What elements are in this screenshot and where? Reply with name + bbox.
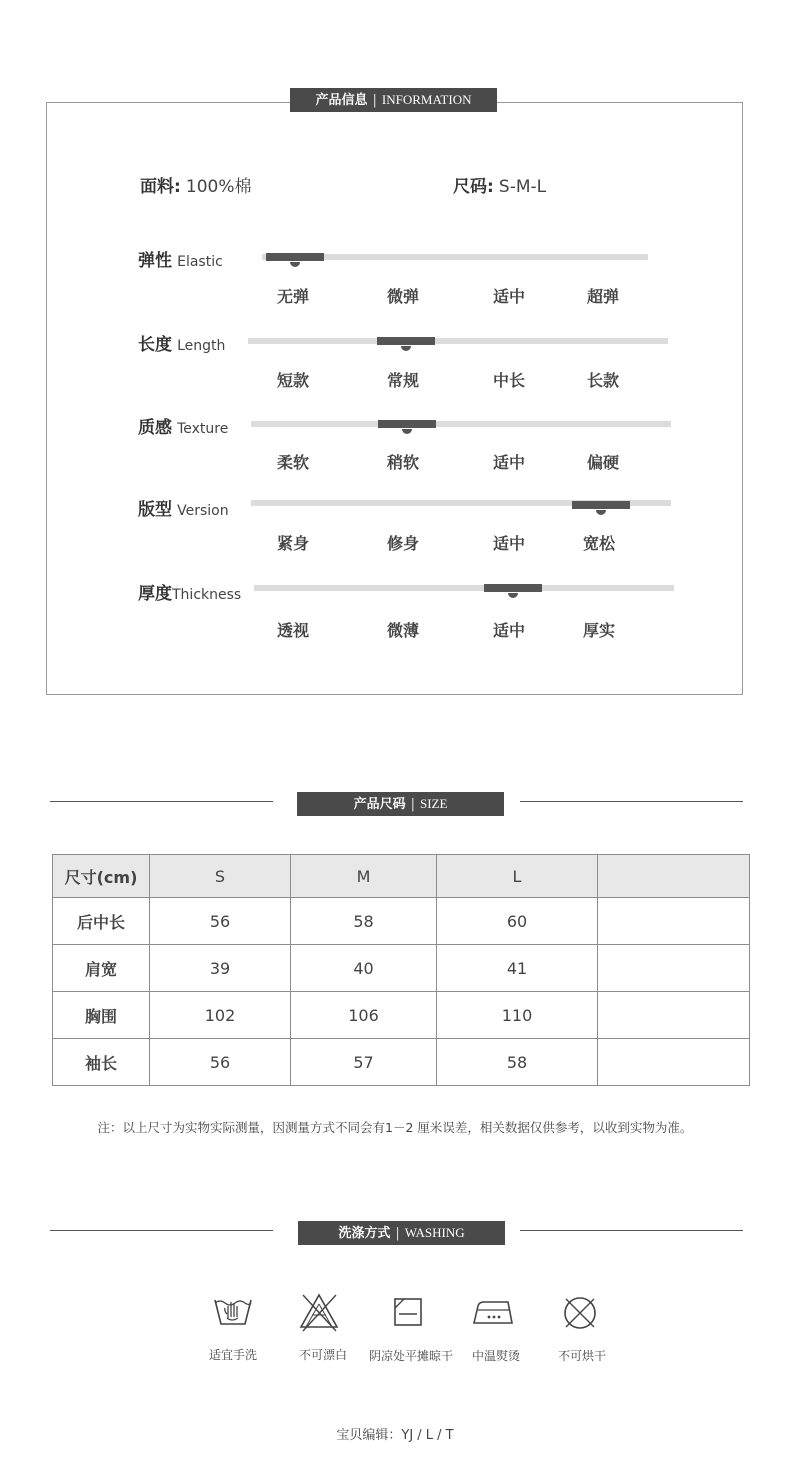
attr-option: 短款 bbox=[276, 371, 309, 390]
attr-name-en: Thickness bbox=[172, 587, 242, 603]
info-title-zh: 产品信息 bbox=[315, 93, 368, 108]
attr-option: 宽松 bbox=[582, 534, 615, 553]
table-cell bbox=[598, 1039, 750, 1086]
info-title bbox=[290, 88, 497, 112]
attr-option: 中长 bbox=[492, 371, 525, 390]
wash-title-en: WASHING bbox=[404, 1225, 465, 1240]
attr-option: 适中 bbox=[492, 621, 525, 640]
attr-thickness-bar bbox=[254, 585, 674, 591]
dry-flat-shade-icon bbox=[385, 1290, 431, 1336]
table-header-row bbox=[53, 855, 750, 898]
fabric-row bbox=[140, 172, 252, 197]
title-separator: | bbox=[410, 797, 415, 812]
wash-label: 不可漂白 bbox=[298, 1348, 347, 1362]
attr-name-zh: 版型 bbox=[138, 500, 172, 520]
attr-length-marker bbox=[377, 337, 435, 345]
attr-name-en: Texture bbox=[177, 421, 229, 437]
attr-option: 适中 bbox=[492, 453, 525, 472]
attr-option: 适中 bbox=[492, 287, 525, 306]
attr-name-zh: 长度 bbox=[138, 335, 172, 355]
wash-title-left-rule bbox=[50, 1230, 273, 1231]
table-header-cell: L bbox=[437, 855, 598, 898]
attr-version-name bbox=[138, 495, 229, 520]
attr-option: 常规 bbox=[386, 371, 419, 390]
table-cell: 58 bbox=[291, 898, 437, 945]
table-header-cell: M bbox=[291, 855, 437, 898]
attr-elastic-marker bbox=[266, 253, 324, 261]
wash-label: 中温熨烫 bbox=[471, 1349, 520, 1363]
size-table bbox=[52, 854, 750, 1086]
size-range-value: S-M-L bbox=[498, 177, 547, 197]
iron-low-icon bbox=[470, 1290, 516, 1336]
table-cell: 56 bbox=[150, 1039, 291, 1086]
wash-label: 适宜手洗 bbox=[208, 1348, 257, 1362]
table-cell: 102 bbox=[150, 992, 291, 1039]
attr-length-name bbox=[138, 330, 225, 355]
table-row bbox=[53, 945, 750, 992]
table-row bbox=[53, 992, 750, 1039]
table-cell: 106 bbox=[291, 992, 437, 1039]
table-cell: 110 bbox=[437, 992, 598, 1039]
wash-label: 阴凉处平摊晾干 bbox=[368, 1349, 453, 1363]
table-cell: 58 bbox=[437, 1039, 598, 1086]
attr-name-zh: 厚度 bbox=[138, 584, 172, 604]
attr-name-en: Elastic bbox=[177, 254, 223, 270]
attr-thickness-name bbox=[138, 579, 241, 604]
table-cell: 40 bbox=[291, 945, 437, 992]
size-range-label: 尺码: bbox=[453, 177, 494, 197]
table-cell: 胸围 bbox=[53, 992, 150, 1039]
table-cell: 57 bbox=[291, 1039, 437, 1086]
attr-thickness-marker bbox=[484, 584, 542, 592]
attr-texture-marker bbox=[378, 420, 436, 428]
attr-option: 微弹 bbox=[386, 287, 419, 306]
size-title-en: SIZE bbox=[419, 796, 448, 811]
wash-title bbox=[298, 1221, 505, 1245]
fabric-label: 面料: bbox=[140, 177, 181, 197]
attr-option: 适中 bbox=[492, 534, 525, 553]
size-title bbox=[297, 792, 504, 816]
hand-wash-icon bbox=[210, 1290, 256, 1336]
attr-option: 透视 bbox=[276, 621, 309, 640]
table-cell: 肩宽 bbox=[53, 945, 150, 992]
size-title-left-rule bbox=[50, 801, 273, 802]
attr-option: 微薄 bbox=[386, 621, 419, 640]
size-range-row bbox=[453, 172, 546, 197]
table-header-cell: 尺寸(cm) bbox=[53, 855, 150, 898]
attr-option: 长款 bbox=[586, 371, 619, 390]
no-bleach-icon bbox=[296, 1290, 342, 1336]
attr-length-bar bbox=[248, 338, 668, 344]
attr-version-marker bbox=[572, 501, 630, 509]
table-row bbox=[53, 1039, 750, 1086]
table-cell bbox=[598, 945, 750, 992]
attr-name-en: Version bbox=[177, 503, 229, 519]
wash-title-right-rule bbox=[520, 1230, 743, 1231]
attr-option: 修身 bbox=[386, 534, 419, 553]
attr-name-en: Length bbox=[177, 338, 226, 354]
size-title-zh: 产品尺码 bbox=[353, 797, 406, 812]
attr-elastic-name bbox=[138, 246, 223, 271]
table-header-cell: S bbox=[150, 855, 291, 898]
info-title-en: INFORMATION bbox=[381, 92, 472, 107]
title-separator: | bbox=[395, 1226, 400, 1241]
size-title-right-rule bbox=[520, 801, 743, 802]
attr-option: 超弹 bbox=[586, 287, 619, 306]
attr-option: 厚实 bbox=[582, 621, 615, 640]
table-row bbox=[53, 898, 750, 945]
table-cell: 袖长 bbox=[53, 1039, 150, 1086]
wash-label: 不可烘干 bbox=[557, 1349, 606, 1363]
table-cell bbox=[598, 992, 750, 1039]
attr-texture-name bbox=[138, 413, 228, 438]
table-header-cell bbox=[598, 855, 750, 898]
title-separator: | bbox=[372, 93, 377, 108]
attr-name-zh: 弹性 bbox=[138, 251, 172, 271]
wash-title-zh: 洗涤方式 bbox=[338, 1226, 391, 1241]
table-cell bbox=[598, 898, 750, 945]
table-cell: 60 bbox=[437, 898, 598, 945]
attr-option: 紧身 bbox=[276, 534, 309, 553]
fabric-value: 100%棉 bbox=[185, 177, 252, 197]
table-cell: 后中长 bbox=[53, 898, 150, 945]
table-cell: 56 bbox=[150, 898, 291, 945]
attr-option: 偏硬 bbox=[586, 453, 619, 472]
table-cell: 41 bbox=[437, 945, 598, 992]
attr-option: 无弹 bbox=[276, 287, 309, 306]
editor-credit: 宝贝编辑：YJ / L / T bbox=[336, 1428, 454, 1443]
table-cell: 39 bbox=[150, 945, 291, 992]
attr-name-zh: 质感 bbox=[138, 418, 172, 438]
no-tumble-dry-icon bbox=[557, 1290, 603, 1336]
attr-option: 稍软 bbox=[386, 453, 419, 472]
attr-texture-bar bbox=[251, 421, 671, 427]
size-note: 注：以上尺寸为实物实际测量，因测量方式不同会有1－2 厘米误差，相关数据仅供参考，以收到实物为准。 bbox=[97, 1120, 693, 1135]
attr-option: 柔软 bbox=[276, 453, 309, 472]
